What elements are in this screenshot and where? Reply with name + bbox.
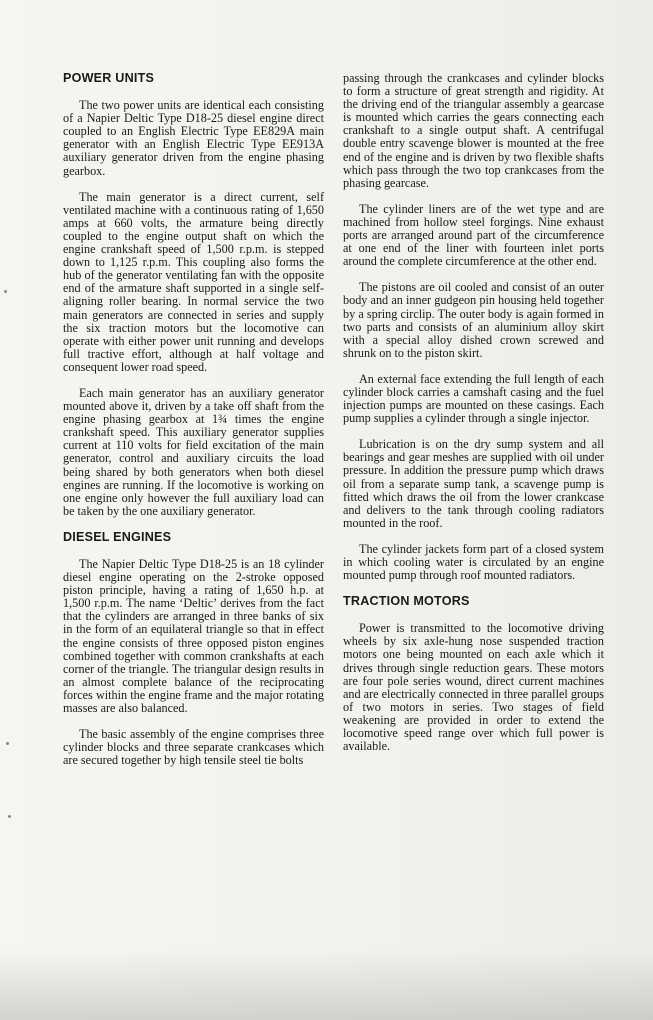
heading-power-units: POWER UNITS bbox=[63, 71, 155, 85]
paragraph: The Napier Deltic Type D18-25 is an 18 cylinder diesel engine operating on the 2-stroke opposed piston principle, having a rating of 1,650 h.p. at 1,500 r.p.m. The name ‘Deltic’ derives from the fact that the cylinders are arranged in three banks of six in the form of an equilateral triangle so that in effect the engine consists of three opposed piston engines combined together with common crankshafts at each corner of the triangle. The triangular design results in an almost complete balance of the reciprocating forces within the engine frame and the major rotating masses are also balanced. bbox=[63, 557, 324, 716]
paragraph: The cylinder jackets form part of a closed system in which cooling water is circulated by an engine mounted pump through roof mounted radiators. bbox=[343, 541, 604, 583]
scan-speck bbox=[8, 815, 11, 818]
paragraph: Each main generator has an auxiliary generator mounted above it, driven by a take off shaft from the engine phasing gearbox at 1¾ times the engine crankshaft speed. This auxiliary generator supplies current at 110 volts for field excitation of the main generator, control and auxiliary circuits the load being shared by both generators when both diesel engines are running. If the locomotive is working on one engine only however the full auxiliary load can be taken by the one auxiliary generator. bbox=[63, 385, 324, 518]
scan-speck bbox=[6, 742, 9, 745]
paragraph: The cylinder liners are of the wet type and are machined from hollow steel forgings. Nine exhaust ports are arranged around part of the circumference at one end of the liner with fourteen inlet ports around the complete circumference at the other end. bbox=[343, 201, 604, 269]
paragraph: An external face extending the full length of each cylinder block carries a camshaft casing and the fuel injection pumps are mounted on these casings. Each pump supplies a cylinder through a single injector. bbox=[343, 371, 604, 426]
paragraph: The main generator is a direct current, self ventilated machine with a continuous rating of 1,650 amps at 660 volts, the armature being directly coupled to the engine output shaft on which the engine crankshaft speed of 1,500 r.p.m. is stepped down to 1,125 r.p.m. This coupling also forms the hub of the generator ventilating fan with the opposite end of the armature shaft supported in a single self-aligning roller bearing. In normal service the two main generators are connected in series and supply the six traction motors but the locomotive can operate with either power unit running and develops full tractive effort, although at half voltage and consequent lower road speed. bbox=[63, 189, 324, 374]
paragraph: The basic assembly of the engine comprises three cylinder blocks and three separate crankcases which are secured together by high tensile steel tie bolts bbox=[63, 727, 324, 768]
scan-speck bbox=[4, 290, 7, 293]
heading-diesel-engines: DIESEL ENGINES bbox=[63, 529, 172, 544]
paragraph-continued: passing through the crankcases and cylinder blocks to form a structure of great strength and rigidity. At the driving end of the triangular assembly a gearcase is mounted which carries the gears connecting each crankshaft to a single output shaft. A centrifugal double entry scavenge blower is mounted at the free end of the engine and is driven by two flexible shafts which pass through the two top crankcases from the phasing gearcase. bbox=[343, 71, 604, 190]
paragraph: The two power units are identical each consisting of a Napier Deltic Type D18-25 diesel engine direct coupled to an English Electric Type EE829A main generator with an English Electric Type EE913A auxiliary generator driven from the engine phasing gearbox. bbox=[63, 98, 324, 178]
right-column bbox=[343, 72, 604, 766]
paragraph: Lubrication is on the dry sump system and all bearings and gear meshes are supplied with oil under pressure. In addition the pressure pump which draws oil from a separate sump tank, a scavenge pump is fitted which draws the oil from the lower crankcase and delivers to the tank through cooling radiators mounted in the roof. bbox=[343, 437, 604, 530]
paragraph: Power is transmitted to the locomotive driving wheels by six axle-hung nose suspended traction motors one being mounted on each axle which it drives through single reduction gears. These motors are four pole series wound, direct current machines and are electrically connected in three parallel groups of two motors in series. Two stages of field weakening are provided in order to extend the locomotive speed range over which full power is available. bbox=[343, 621, 604, 754]
heading-traction-motors: TRACTION MOTORS bbox=[343, 594, 470, 609]
paragraph: The pistons are oil cooled and consist of an outer body and an inner gudgeon pin housing held together by a spring circlip. The outer body is again formed in two parts and consists of an aluminium alloy skirt with a special alloy dished crown screwed and shrunk on to the piston skirt. bbox=[343, 280, 604, 360]
left-column bbox=[63, 72, 324, 780]
